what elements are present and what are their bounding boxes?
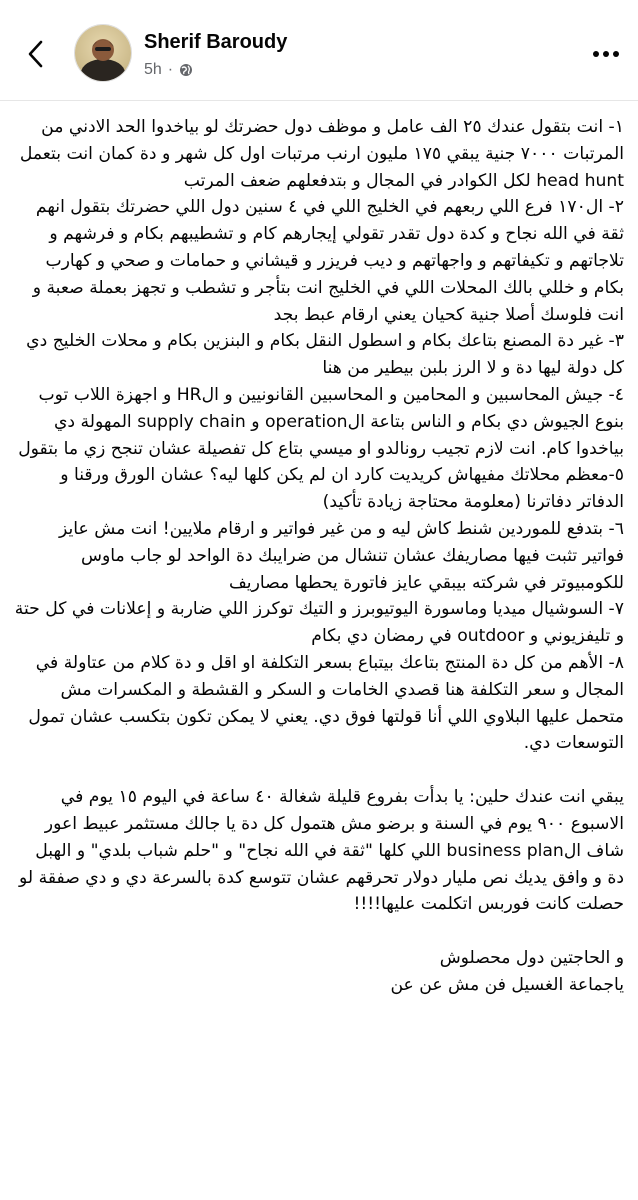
more-dots-icon (592, 50, 620, 58)
post-meta (144, 60, 193, 80)
post-paragraph-7: ٧- السوشيال ميديا وماسورة اليوتيوبرز و التيك توكرز اللي ضاربة و إعلانات في كل حتة و تليفزيوني و outdoor في رمضان دي بكام (14, 599, 624, 647)
post-body (14, 114, 624, 999)
post-conclusion: يبقي انت عندك حلين: يا بدأت بفروع قليلة شغالة ٤٠ ساعة في اليوم ١٥ يوم في الاسبوع ٩٠٠ يوم في السنة و برضو مش هتمول كل دة يا جالك مستثمر عبيط اعور شاف الbusiness plan اللي كلها "ثقة في الله نجاح" و "حلم شباب بلدي" و الهبل دة و وافق يديك نص مليار دولار تحرقهم عشان تتوسع كدة بالسرعة دي و دي صفقة لو حصلت كانت فوربس اتكلمت عليها!!!! (19, 787, 624, 915)
post-closing-line-1: و الحاجتين دول محصلوش (439, 948, 624, 969)
author-name[interactable]: Sherif Baroudy (144, 31, 288, 53)
post-paragraph-5: ٥-معظم محلاتك مفيهاش كريديت كارد ان لم يكن كلها ليه؟ عشان الورق ورقنا و الدفاتر دفاترنا (معلومة محتاجة زيادة تأكيد) (60, 465, 624, 513)
post-paragraph-8: ٨- الأهم من كل دة المنتج بتاعك بيتباع بسعر التكلفة او اقل و دة كلام من عتاولة في المجال و سعر التكلفة هنا قصدي الخامات و السكر و القشطة و المكسرات مش متحمل عليها البلاوي اللي أنا قولتها فوق دي. يعني لا يمكن تكون بتكسب عشان تمول التوسعات دي. (28, 652, 624, 754)
paragraph-gap (14, 918, 624, 945)
paragraph-gap (14, 757, 624, 784)
post-closing-line-2: ياجماعة الغسيل فن مش عن عن (390, 974, 624, 995)
profile-photo-icon (75, 25, 131, 81)
post-time[interactable]: 5h (144, 61, 162, 78)
post-paragraph-3: ٣- غير دة المصنع بتاعك بكام و اسطول النقل بكام و البنزين بكام و محلات الخليج دي كل دولة ليها دة و لا الرز بلبن بيطير من هنا (26, 331, 624, 379)
more-options-button[interactable] (588, 40, 624, 68)
globe-icon (179, 63, 193, 77)
post-paragraph-2: ٢- ال١٧٠ فرع اللي ربعهم في الخليج اللي في ٤ سنين دول اللي حضرتك بتقول انهم ثقة في الله نجاح و كدة دول تقدر تقولي إيجارهم كام و تشطيبهم بكام و فرشهم و تلاجاتهم و تكيفاتهم و واجهاتهم و ديب فريزر و قيشاني و حمامات و صحي و كهارب بكام و خللي بالك المحلات اللي في الخليج انت بتأجر و تشطب و تجهز بعملة صعبة و انت فلوسك أصلا جنية كحيان يعني ارقام عبط بجد (32, 197, 624, 325)
avatar[interactable] (74, 24, 132, 82)
post-header (0, 0, 638, 101)
back-button[interactable] (16, 34, 56, 74)
post-paragraph-6: ٦- بتدفع للموردين شنط كاش ليه و من غير فواتير و ارقام ملايين! انت مش عايز فواتير تثبت فيها مصاريفك عشان تنشال من ضرايبك دة الواحد لو جاب ماوس للكومبيوتر في شركته بيبقي عايز فاتورة يحطها مصاريف (58, 518, 624, 593)
post-paragraph-1: ١- انت بتقول عندك ٢٥ الف عامل و موظف دول حضرتك لو بياخدوا الحد الادني من المرتبات ٧٠٠٠ جنية يبقي ١٧٥ مليون ارنب مرتبات اول كل شهر و دة كمان انت بتعمل head hunt لكل الكوادر في المجال و بتدفعلهم ضعف المرتب (19, 117, 624, 191)
chevron-left-icon (25, 39, 47, 69)
post-paragraph-4: ٤- جيش المحاسبين و المحامين و المحاسبين القانونيين و الHR و اجهزة اللاب توب بنوع الجيوش دي بكام و الناس بتاعة الoperation و supply chain المهولة دي بياخدوا كام. انت لازم تجيب رونالدو او ميسي بتاع كل تفصيلة عشان تنجح زي ما بتقول (18, 384, 624, 459)
meta-separator: · (167, 61, 174, 78)
